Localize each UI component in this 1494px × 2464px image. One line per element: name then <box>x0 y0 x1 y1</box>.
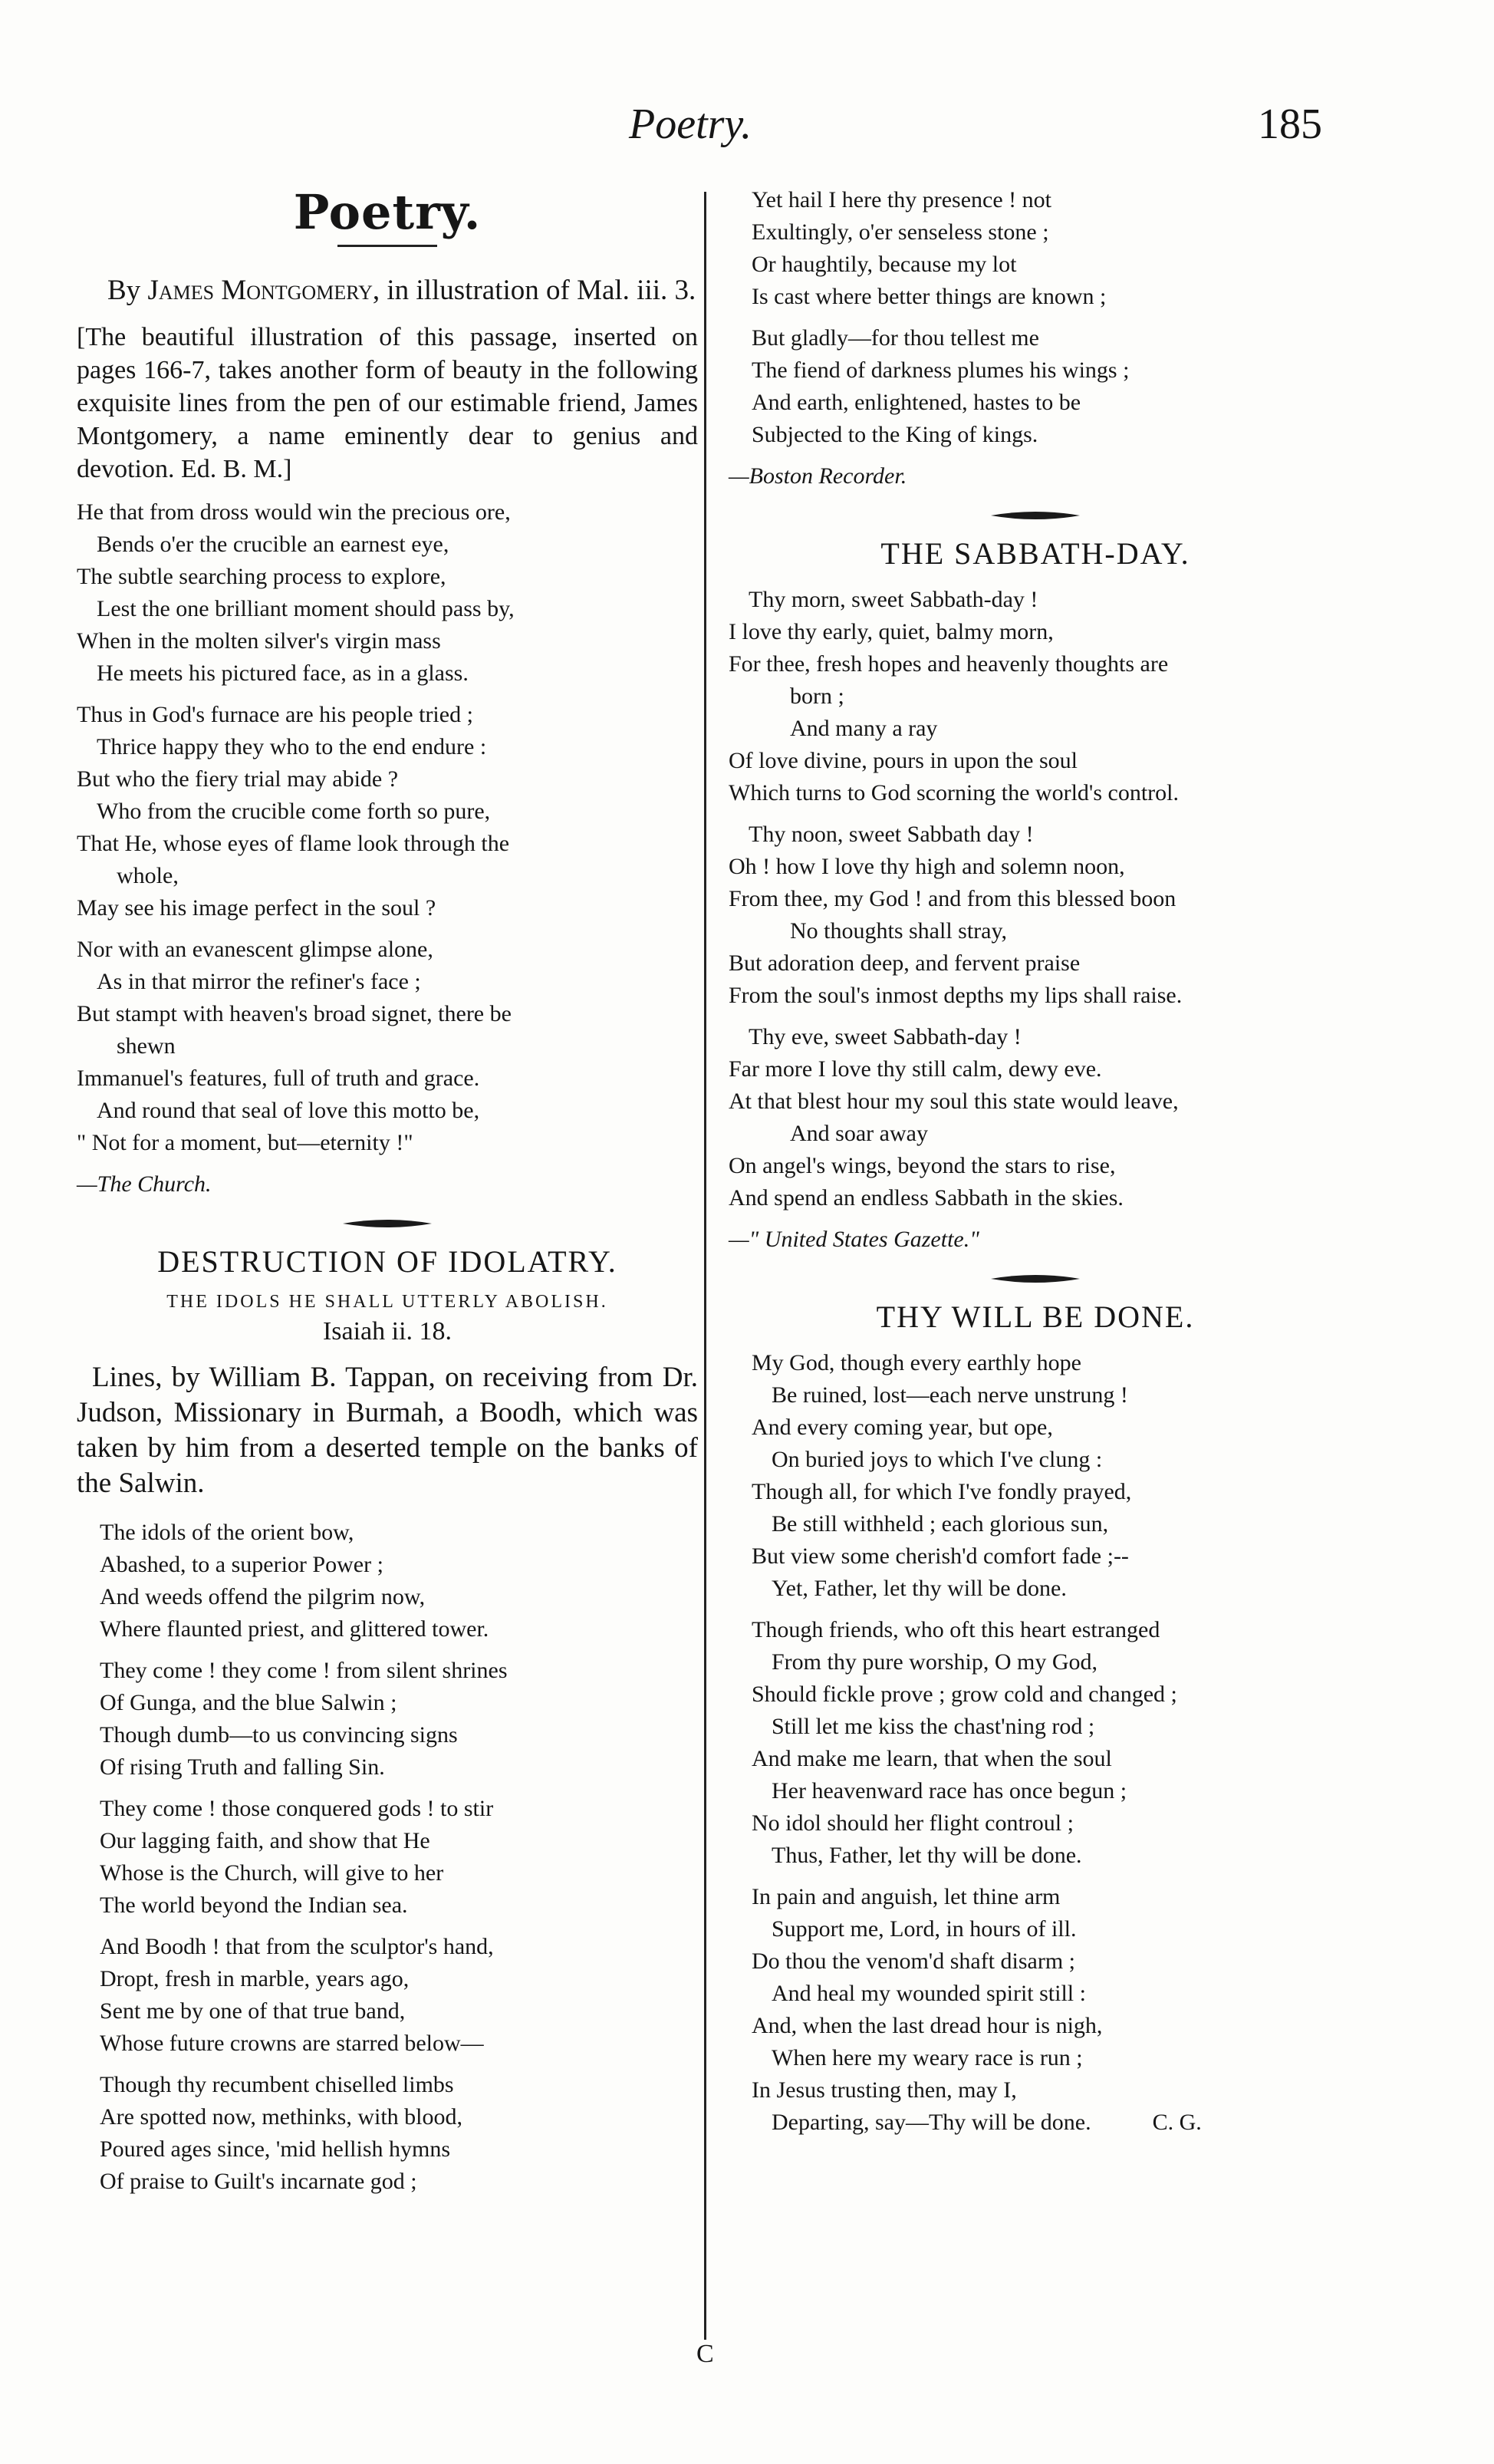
stanza <box>100 1793 698 1922</box>
right-column <box>729 184 1342 2148</box>
poem-line: Thus in God's furnace are his people tried ; <box>77 702 473 727</box>
poem-line: At that blest hour my soul this state would leave, <box>729 1089 1179 1114</box>
poem-line: Which turns to God scorning the world's control. <box>729 780 1179 805</box>
poem-line: Where flaunted priest, and glittered tower. <box>100 1616 489 1642</box>
poem2-attribution: —Boston Recorder. <box>729 463 907 489</box>
stanza <box>77 496 698 690</box>
poem-line: The idols of the orient bow, <box>100 1520 354 1545</box>
poem-line: Immanuel's features, full of truth and grace. <box>77 1066 480 1091</box>
stanza <box>100 1655 698 1784</box>
poem-line: My God, though every earthly hope <box>752 1350 1081 1375</box>
poem-line: He that from dross would win the precious ore, <box>77 499 511 525</box>
poem-line: Exultingly, o'er senseless stone ; <box>752 219 1049 245</box>
poem-line: From the soul's inmost depths my lips shall raise. <box>729 983 1183 1008</box>
poem-line: Thrice happy they who to the end endure : <box>97 734 487 759</box>
poem-line: I love thy early, quiet, balmy morn, <box>729 619 1054 644</box>
poem-line: And heal my wounded spirit still : <box>772 1981 1086 2006</box>
poem-line: Of praise to Guilt's incarnate god ; <box>100 2169 417 2194</box>
poem-line: Should fickle prove ; grow cold and changed ; <box>752 1682 1177 1707</box>
poem-line: Be still withheld ; each glorious sun, <box>772 1511 1109 1537</box>
poem-line: But stampt with heaven's broad signet, there be <box>77 1001 512 1026</box>
poem-line: But who the fiery trial may abide ? <box>77 766 399 792</box>
poem-line: Of rising Truth and falling Sin. <box>100 1754 385 1780</box>
poem1-attribution: —The Church. <box>77 1171 212 1197</box>
stanza <box>100 1517 698 1645</box>
stanza <box>752 1614 1342 1872</box>
poem-line: Thy noon, sweet Sabbath day ! <box>749 822 1034 847</box>
poem-line: Dropt, fresh in marble, years ago, <box>100 1966 410 1991</box>
running-head-section: Poetry. <box>629 100 752 148</box>
poem-line: Lest the one brilliant moment should pass by, <box>97 596 515 621</box>
poem-line: Yet hail I here thy presence ! not <box>752 187 1051 212</box>
poem-line: Whose future crowns are starred below— <box>100 2031 484 2056</box>
poem-line: That He, whose eyes of flame look through the <box>77 831 510 856</box>
poem-line: On angel's wings, beyond the stars to rise, <box>729 1153 1116 1178</box>
poem-line: When here my weary race is run ; <box>772 2045 1083 2070</box>
poem-line: No idol should her flight controul ; <box>752 1810 1074 1836</box>
poem-line: The world beyond the Indian sea. <box>100 1892 408 1918</box>
printer-signature-mark: C <box>696 2340 714 2368</box>
poem-line: And many a ray <box>790 716 938 741</box>
poem-line: Though thy recumbent chiselled limbs <box>100 2072 454 2097</box>
stanza <box>729 819 1342 1012</box>
poem-line: The fiend of darkness plumes his wings ; <box>752 357 1130 383</box>
poem-line: And soar away <box>790 1121 928 1146</box>
stanza <box>729 1021 1342 1214</box>
poem-line: As in that mirror the refiner's face ; <box>97 969 421 994</box>
poem-line: Whose is the Church, will give to her <box>100 1860 444 1886</box>
poem-line: No thoughts shall stray, <box>790 918 1008 944</box>
poem-line: Are spotted now, methinks, with blood, <box>100 2104 463 2130</box>
poem-line: But gladly—for thou tellest me <box>752 325 1039 351</box>
ornament-divider-icon <box>989 1273 1081 1285</box>
poem-line: Departing, say—Thy will be done. C. G. <box>752 2107 1342 2139</box>
poem-line: Is cast where better things are known ; <box>752 284 1107 309</box>
poem-line: Thus, Father, let thy will be done. <box>772 1843 1082 1868</box>
poem-line: But view some cherish'd comfort fade ;-- <box>752 1543 1129 1569</box>
poem-line: Yet, Father, let thy will be done. <box>772 1576 1067 1601</box>
poem-line: In pain and anguish, let thine arm <box>752 1884 1061 1909</box>
byline-author: James Montgomery <box>147 275 373 306</box>
poem-line: Who from the crucible come forth so pure, <box>97 799 491 824</box>
poem4-body <box>729 1347 1342 2139</box>
poem-line: Her heavenward race has once begun ; <box>772 1778 1127 1804</box>
poem-line: From thee, my God ! and from this blessed boon <box>729 886 1176 911</box>
poem3-attribution: —" United States Gazette." <box>729 1227 979 1252</box>
byline-suffix: , in illustration of Mal. iii. 3. <box>372 275 696 306</box>
page-number: 185 <box>1258 100 1322 148</box>
poem-line: Abashed, to a superior Power ; <box>100 1552 383 1577</box>
poem-line: And Boodh ! that from the sculptor's hand, <box>100 1934 494 1959</box>
poem2-title: DESTRUCTION OF IDOLATRY. <box>157 1244 617 1279</box>
poem-line: They come ! those conquered gods ! to stir <box>100 1796 494 1821</box>
poem-line: They come ! they come ! from silent shrines <box>100 1658 508 1683</box>
poem-line: Though dumb—to us convincing signs <box>100 1722 458 1748</box>
poem-line: Poured ages since, 'mid hellish hymns <box>100 2136 451 2162</box>
poem1-byline <box>77 273 698 308</box>
section-heading: Poetry. <box>293 184 482 240</box>
poem-line: The subtle searching process to explore, <box>77 564 446 589</box>
stanza <box>77 699 698 924</box>
poem-line: Nor with an evanescent glimpse alone, <box>77 937 433 962</box>
poem-line: And spend an endless Sabbath in the skies. <box>729 1185 1124 1211</box>
stanza <box>752 1347 1342 1605</box>
poem-line: Oh ! how I love thy high and solemn noon, <box>729 854 1125 879</box>
stanza <box>729 584 1342 809</box>
poem-line: And, when the last dread hour is nigh, <box>752 2013 1103 2038</box>
poem-line: From thy pure worship, O my God, <box>772 1649 1097 1675</box>
poem-line: Sent me by one of that true band, <box>100 1998 406 2024</box>
stanza <box>100 2069 698 2198</box>
poem2-intro: Lines, by William B. Tappan, on receiving from Dr. Judson, Missionary in Burmah, a Boodh, which was taken by him from a deserted temple on the banks of the Salwin. <box>77 1362 698 1499</box>
poem-line: In Jesus trusting then, may I, <box>752 2077 1017 2103</box>
poem-line: whole, <box>117 863 179 888</box>
byline-prefix: By <box>107 275 141 306</box>
poem-line: He meets his pictured face, as in a glass. <box>97 660 469 686</box>
poem-line: When in the molten silver's virgin mass <box>77 628 441 654</box>
poem4-title: THY WILL BE DONE. <box>876 1300 1195 1334</box>
poem-line: For thee, fresh hopes and heavenly thoughts are <box>729 651 1169 677</box>
poem-line: Be ruined, lost—each nerve unstrung ! <box>772 1382 1128 1408</box>
editor-note: [The beautiful illustration of this passage, inserted on pages 166-7, takes another form of beauty in the following exquisite lines from the pen of our estimable friend, James Montgomery, a name eminently dear to genius and devotion. Ed. B. M.] <box>77 323 698 483</box>
poem-line: And every coming year, but ope, <box>752 1415 1053 1440</box>
poem2-body <box>77 1517 698 2198</box>
poem-line: May see his image perfect in the soul ? <box>77 895 436 921</box>
poem-line: On buried joys to which I've clung : <box>772 1447 1103 1472</box>
poem-line: Thy morn, sweet Sabbath-day ! <box>749 587 1038 612</box>
stanza <box>752 184 1342 313</box>
stanza <box>752 1881 1342 2139</box>
poem-line: Though all, for which I've fondly prayed, <box>752 1479 1132 1504</box>
stanza <box>77 934 698 1159</box>
poem-line: shewn <box>117 1033 176 1059</box>
ornament-divider-icon <box>989 509 1081 522</box>
poem-line: And weeds offend the pilgrim now, <box>100 1584 426 1609</box>
poem-line: Far more I love thy still calm, dewy eve. <box>729 1056 1102 1082</box>
poem3-title: THE SABBATH-DAY. <box>880 536 1190 571</box>
poem-line: And make me learn, that when the soul <box>752 1746 1112 1771</box>
ornament-divider-icon <box>341 1217 433 1230</box>
poem-line: Thy eve, sweet Sabbath-day ! <box>749 1024 1022 1049</box>
poem-signature: C. G. <box>1152 2110 1202 2135</box>
poem-line: But adoration deep, and fervent praise <box>729 950 1081 976</box>
poem3-body <box>729 584 1342 1214</box>
poem-line: Our lagging faith, and show that He <box>100 1828 430 1853</box>
stanza <box>100 1931 698 2060</box>
poem2-continued <box>729 184 1342 451</box>
poem-line: Support me, Lord, in hours of ill. <box>772 1916 1077 1942</box>
poem-line: Or haughtily, because my lot <box>752 252 1017 277</box>
poem-line: Bends o'er the crucible an earnest eye, <box>97 532 449 557</box>
poem-line: Still let me kiss the chast'ning rod ; <box>772 1714 1095 1739</box>
poem-line: Do thou the venom'd shaft disarm ; <box>752 1948 1076 1974</box>
poem-line: Though friends, who oft this heart estranged <box>752 1617 1160 1642</box>
column-divider <box>704 192 706 2340</box>
poem2-subtitle: THE IDOLS HE SHALL UTTERLY ABOLISH. <box>166 1292 608 1312</box>
poem-line: Of love divine, pours in upon the soul <box>729 748 1078 773</box>
stanza <box>752 322 1342 451</box>
poem-line: born ; <box>790 684 844 709</box>
poem-line: And earth, enlightened, hastes to be <box>752 390 1081 415</box>
running-head <box>0 92 1494 161</box>
left-column <box>77 184 698 2207</box>
poem2-reference: Isaiah ii. 18. <box>322 1317 452 1346</box>
poem-line: Of Gunga, and the blue Salwin ; <box>100 1690 397 1715</box>
poem-line: And round that seal of love this motto be, <box>97 1098 480 1123</box>
poem1-body <box>77 496 698 1159</box>
heading-rule <box>337 245 437 247</box>
poem-line: Subjected to the King of kings. <box>752 422 1038 447</box>
poem-line: " Not for a moment, but—eternity !" <box>77 1130 413 1155</box>
